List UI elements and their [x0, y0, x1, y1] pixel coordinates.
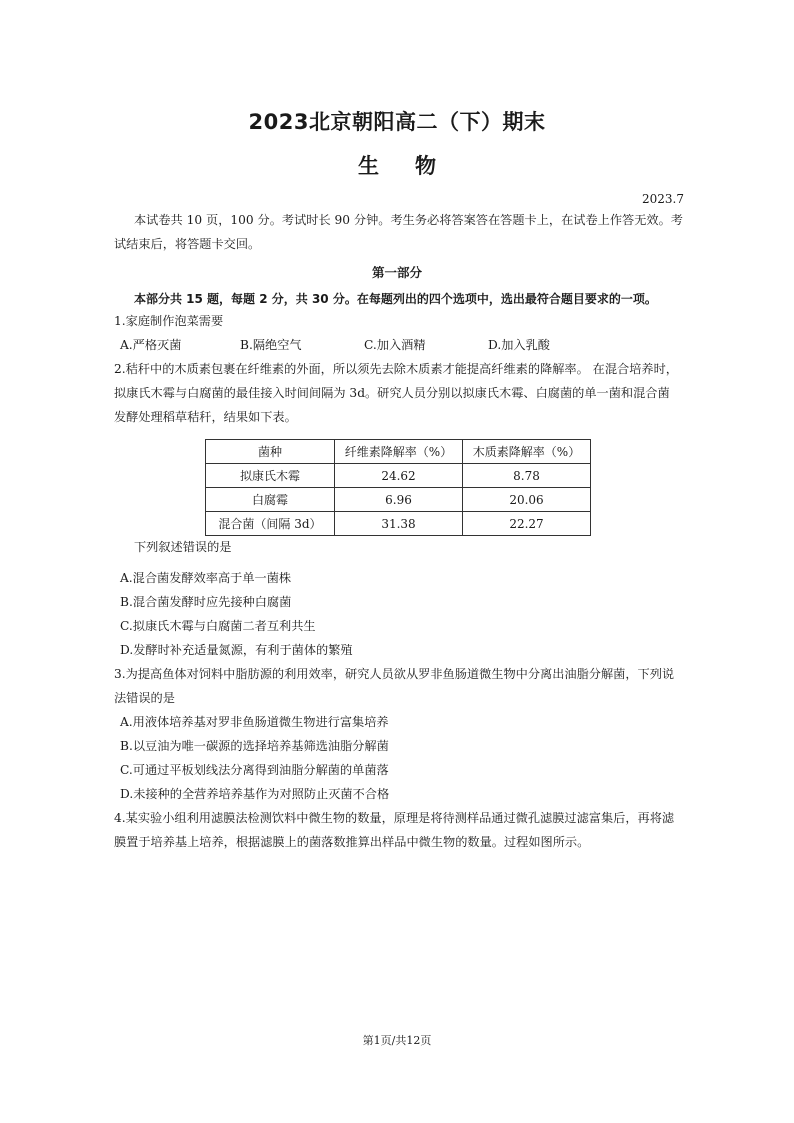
q3-option-a: A.用液体培养基对罗非鱼肠道微生物进行富集培养 [120, 715, 389, 729]
table-row [206, 464, 591, 488]
q2-option-c: C.拟康氏木霉与白腐菌二者互利共生 [120, 619, 316, 633]
q2-option-b: B.混合菌发酵时应先接种白腐菌 [120, 595, 292, 609]
table-cell: 24.62 [335, 464, 463, 488]
page-number: 第1页/共12页 [362, 1034, 432, 1047]
q1-option-b: B.隔绝空气 [240, 338, 302, 352]
instructions-line-2: 试结束后，将答题卡交回。 [114, 237, 261, 251]
q1-stem: 1.家庭制作泡菜需要 [114, 314, 224, 328]
q2-option-a: A.混合菌发酵效率高于单一菌株 [120, 571, 292, 585]
table-header-cell: 木质素降解率（%） [463, 440, 591, 464]
q4-stem-line-1: 4.某实验小组利用滤膜法检测饮料中微生物的数量，原理是将待测样品通过微孔滤膜过滤富集后，再将滤 [114, 811, 675, 825]
q3-option-c: C.可通过平板划线法分离得到油脂分解菌的单菌落 [120, 763, 389, 777]
table-cell: 混合菌（间隔 3d） [206, 512, 335, 536]
table-row [206, 512, 591, 536]
section-title: 第一部分 [371, 265, 422, 280]
q2-stem-line-1: 2.秸秆中的木质素包裹在纤维素的外面，所以须先去除木质素才能提高纤维素的降解率。 在混合培养时， [114, 362, 678, 376]
q1-option-a: A.严格灭菌 [120, 338, 182, 352]
exam-subject: 生物 [358, 154, 472, 178]
q3-stem-line-2: 法错误的是 [114, 691, 175, 705]
table-cell: 白腐霉 [206, 488, 335, 512]
table-cell: 20.06 [463, 488, 591, 512]
q4-stem-line-2: 膜置于培养基上培养，根据滤膜上的菌落数推算出样品中微生物的数量。过程如图所示。 [114, 835, 590, 849]
exam-date: 2023.7 [642, 192, 684, 206]
q2-stem-line-2: 拟康氏木霉与白腐菌的最佳接入时间间隔为 3d。研究人员分别以拟康氏木霉、白腐菌的单一菌和混合菌 [114, 386, 670, 400]
q1-option-d: D.加入乳酸 [488, 338, 550, 352]
q3-option-d: D.未接种的全营养培养基作为对照防止灭菌不合格 [120, 787, 390, 801]
q2-option-d: D.发酵时补充适量氮源，有利于菌体的繁殖 [120, 643, 353, 657]
table-cell: 6.96 [335, 488, 463, 512]
table-cell: 拟康氏木霉 [206, 464, 335, 488]
table-cell: 31.38 [335, 512, 463, 536]
q2-results-table [205, 439, 591, 536]
instructions-line-1: 本试卷共 10 页，100 分。考试时长 90 分钟。考生务必将答案答在答题卡上，在试卷上作答无效。考 [134, 213, 683, 227]
exam-title: 2023北京朝阳高二（下）期末 [248, 110, 546, 134]
q2-stem-line-3: 发酵处理稻草秸秆，结果如下表。 [114, 410, 297, 424]
q1-option-c: C.加入酒精 [364, 338, 426, 352]
q3-stem-line-1: 3.为提高鱼体对饲料中脂肪源的利用效率，研究人员欲从罗非鱼肠道微生物中分离出油脂分解菌，下列说 [114, 667, 675, 681]
table-cell: 22.27 [463, 512, 591, 536]
table-row [206, 488, 591, 512]
q3-option-b: B.以豆油为唯一碳源的选择培养基筛选油脂分解菌 [120, 739, 389, 753]
table-header-row [206, 440, 591, 464]
q2-prompt: 下列叙述错误的是 [134, 540, 232, 554]
section-intro: 本部分共 15 题，每题 2 分，共 30 分。在每题列出的四个选项中，选出最符合题目要求的一项。 [134, 292, 657, 306]
table-header-cell: 纤维素降解率（%） [335, 440, 463, 464]
table-header-cell: 菌种 [206, 440, 335, 464]
table-cell: 8.78 [463, 464, 591, 488]
